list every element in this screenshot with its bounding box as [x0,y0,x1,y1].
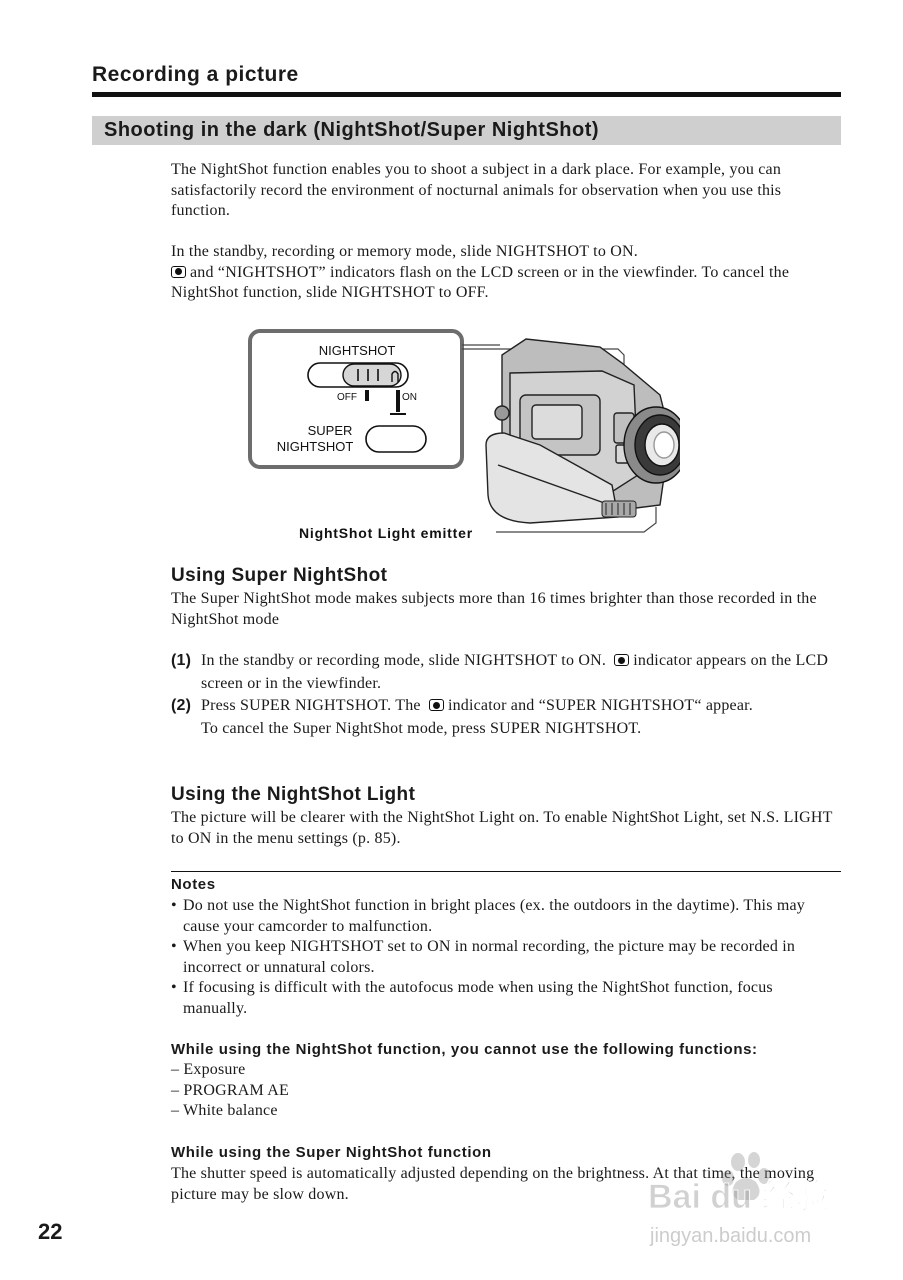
step-item [171,695,841,740]
nightshot-switch-label: NIGHTSHOT [318,343,396,358]
chapter-rule [92,92,841,97]
nightshot-light-description: The picture will be clearer with the NightShot Light on. To enable NightShot Light, set N.S. LIGHT to ON in the menu settings (p. 85). [171,809,833,847]
camcorder-lens [624,407,680,483]
notes-heading: Notes [171,876,216,893]
super-note-text: The shutter speed is automatically adjusted depending on the brightness. At that time, the moving picture may be slow down. [171,1165,815,1203]
intro-indicator-text: and “NIGHTSHOT” indicators flash on the LCD screen or in the viewfinder. To cancel the NightShot function, slide NIGHTSHOT to OFF. [171,263,790,301]
baidu-watermark [640,1150,870,1250]
super-nightshot-button[interactable] [366,426,426,452]
intro-paragraph: The NightShot function enables you to shoot a subject in a dark place. For example, you can satisfactorily record the environment of nocturnal animals for observation when you use this function. [171,161,782,219]
watermark-url: jingyan.baidu.com [650,1225,812,1247]
step-cancel-text: To cancel the Super NightShot mode, press SUPER NIGHTSHOT. [201,719,642,737]
intro-instructions [171,242,841,304]
camcorder-figure [240,325,680,550]
intro-instruction-line: In the standby, recording or memory mode, slide NIGHTSHOT to ON. [171,243,638,260]
note-item: • When you keep NIGHTSHOT set to ON in normal recording, the picture may be recorded in incorrect or unnatural colors. [171,937,841,978]
step-text: indicator appears on the LCD screen or in the viewfinder. [201,652,829,692]
restriction-item: – Exposure [171,1061,246,1078]
notes-list [171,896,841,1019]
nightshot-indicator-icon [171,266,186,278]
notes-divider [171,871,841,872]
nightshot-light-heading: Using the NightShot Light [171,784,416,805]
step-number: (1) [171,652,192,669]
nightshot-indicator-icon [614,654,629,666]
off-label: OFF [337,392,357,403]
step-text: indicator and “SUPER NIGHTSHOT“ appear. [447,697,754,714]
super-note-heading: While using the Super NightShot function [171,1144,492,1161]
restriction-item: – PROGRAM AE [171,1081,289,1099]
chapter-title: Recording a picture [92,63,299,86]
super-nightshot-label-line2: NIGHTSHOT [276,439,354,454]
page-number: 22 [38,1219,63,1244]
restrictions-list [171,1060,841,1122]
restriction-item: – White balance [171,1102,278,1119]
super-nightshot-steps [171,650,841,740]
restrictions-heading: While using the NightShot function, you cannot use the following functions: [171,1041,758,1058]
nightshot-switch[interactable] [308,363,408,387]
super-nightshot-heading: Using Super NightShot [171,565,388,586]
note-item: • If focusing is difficult with the autofocus mode when using the NightShot function, focus manually. [171,978,841,1019]
note-item: • Do not use the NightShot function in bright places (ex. the outdoors in the daytime). This may cause your camcorder to malfunction. [171,896,841,937]
on-label: ON [402,392,417,403]
step-text: Press SUPER NIGHTSHOT. The [201,697,421,714]
section-title: Shooting in the dark (NightShot/Super NightShot) [104,119,600,141]
step-item [171,650,841,695]
watermark-brand: Bai du 经验 [648,1178,830,1216]
emitter-caption: NightShot Light emitter [299,525,473,541]
section-title-band [92,116,841,145]
super-nightshot-label-line1: SUPER [307,423,353,438]
super-nightshot-description: The Super NightShot mode makes subjects more than 16 times brighter than those recorded in the NightShot mode [171,590,817,628]
nightshot-light-emitter [602,501,636,517]
step-number: (2) [171,697,192,714]
super-nightshot-indicator-icon [429,699,444,711]
step-text: In the standby or recording mode, slide NIGHTSHOT to ON. [201,652,607,669]
